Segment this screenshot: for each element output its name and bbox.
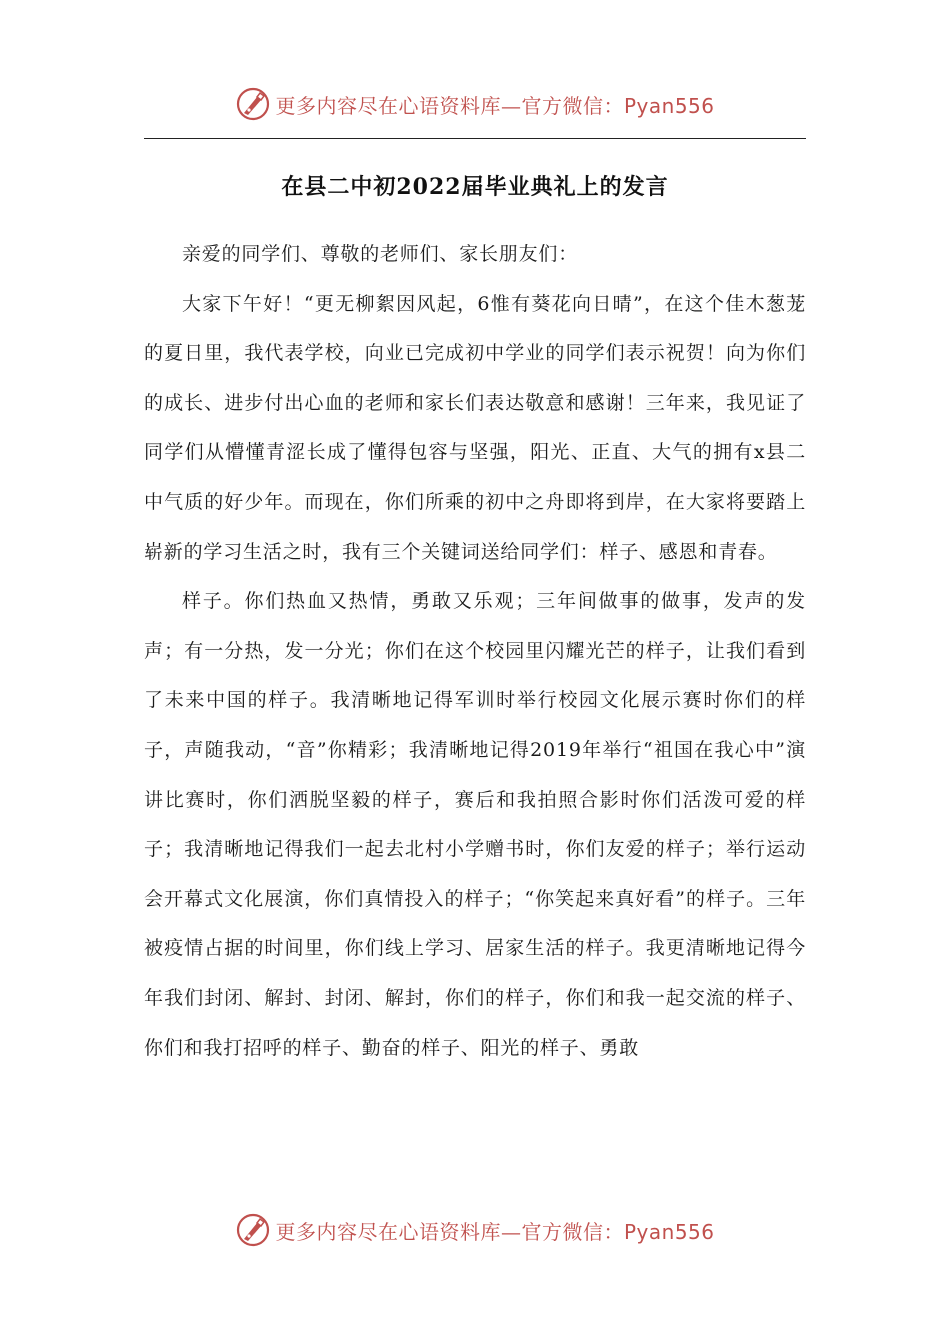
watermark-text: 更多内容尽在心语资料库—官方微信：Pyan556 xyxy=(275,93,715,118)
footer-watermark xyxy=(0,1210,950,1250)
pen-nib-logo-icon xyxy=(235,86,271,122)
paragraph-greeting: 大家下午好！“更无柳絮因风起，6惟有葵花向日晴”，在这个佳木葱茏的夏日里，我代表学校，向业已完成初中学业的同学们表示祝贺！向为你们的成长、进步付出心血的老师和家长们表达敬意和感谢！三年来，我见证了同学们从懵懂青涩长成了懂得包容与坚强，阳光、正直、大气的拥有x县二中气质的好少年。而现在，你们所乘的初中之舟即将到岸，在大家将要踏上崭新的学习生活之时，我有三个关键词送给同学们：样子、感恩和青春。 xyxy=(144,292,806,563)
paragraph-salutation: 亲爱的同学们、尊敬的老师们、家长朋友们： xyxy=(182,243,579,265)
watermark-text: 更多内容尽在心语资料库—官方微信：Pyan556 xyxy=(275,1219,715,1244)
document-title: 在县二中初2022届毕业典礼上的发言 xyxy=(281,174,669,200)
watermark-handle: Pyan556 xyxy=(623,93,715,118)
header-watermark xyxy=(0,84,950,124)
header-divider xyxy=(144,138,806,139)
document-body xyxy=(144,230,806,1073)
paragraph-appearance: 样子。你们热血又热情，勇敢又乐观；三年间做事的做事，发声的发声；有一分热，发一分光；你们在这个校园里闪耀光芒的样子，让我们看到了未来中国的样子。我清晰地记得军训时举行校园文化展示赛时你们的样子，声随我动，“音”你精彩；我清晰地记得2019年举行“祖国在我心中”演讲比赛时，你们洒脱坚毅的样子，赛后和我拍照合影时你们活泼可爱的样子；我清晰地记得我们一起去北村小学赠书时，你们友爱的样子；举行运动会开幕式文化展演，你们真情投入的样子；“你笑起来真好看”的样子。三年被疫情占据的时间里，你们线上学习、居家生活的样子。我更清晰地记得今年我们封闭、解封、封闭、解封，你们的样子，你们和我一起交流的样子、你们和我打招呼的样子、勤奋的样子、阳光的样子、勇敢 xyxy=(144,590,806,1059)
watermark-handle: Pyan556 xyxy=(623,1219,715,1244)
pen-nib-logo-icon xyxy=(235,1212,271,1248)
